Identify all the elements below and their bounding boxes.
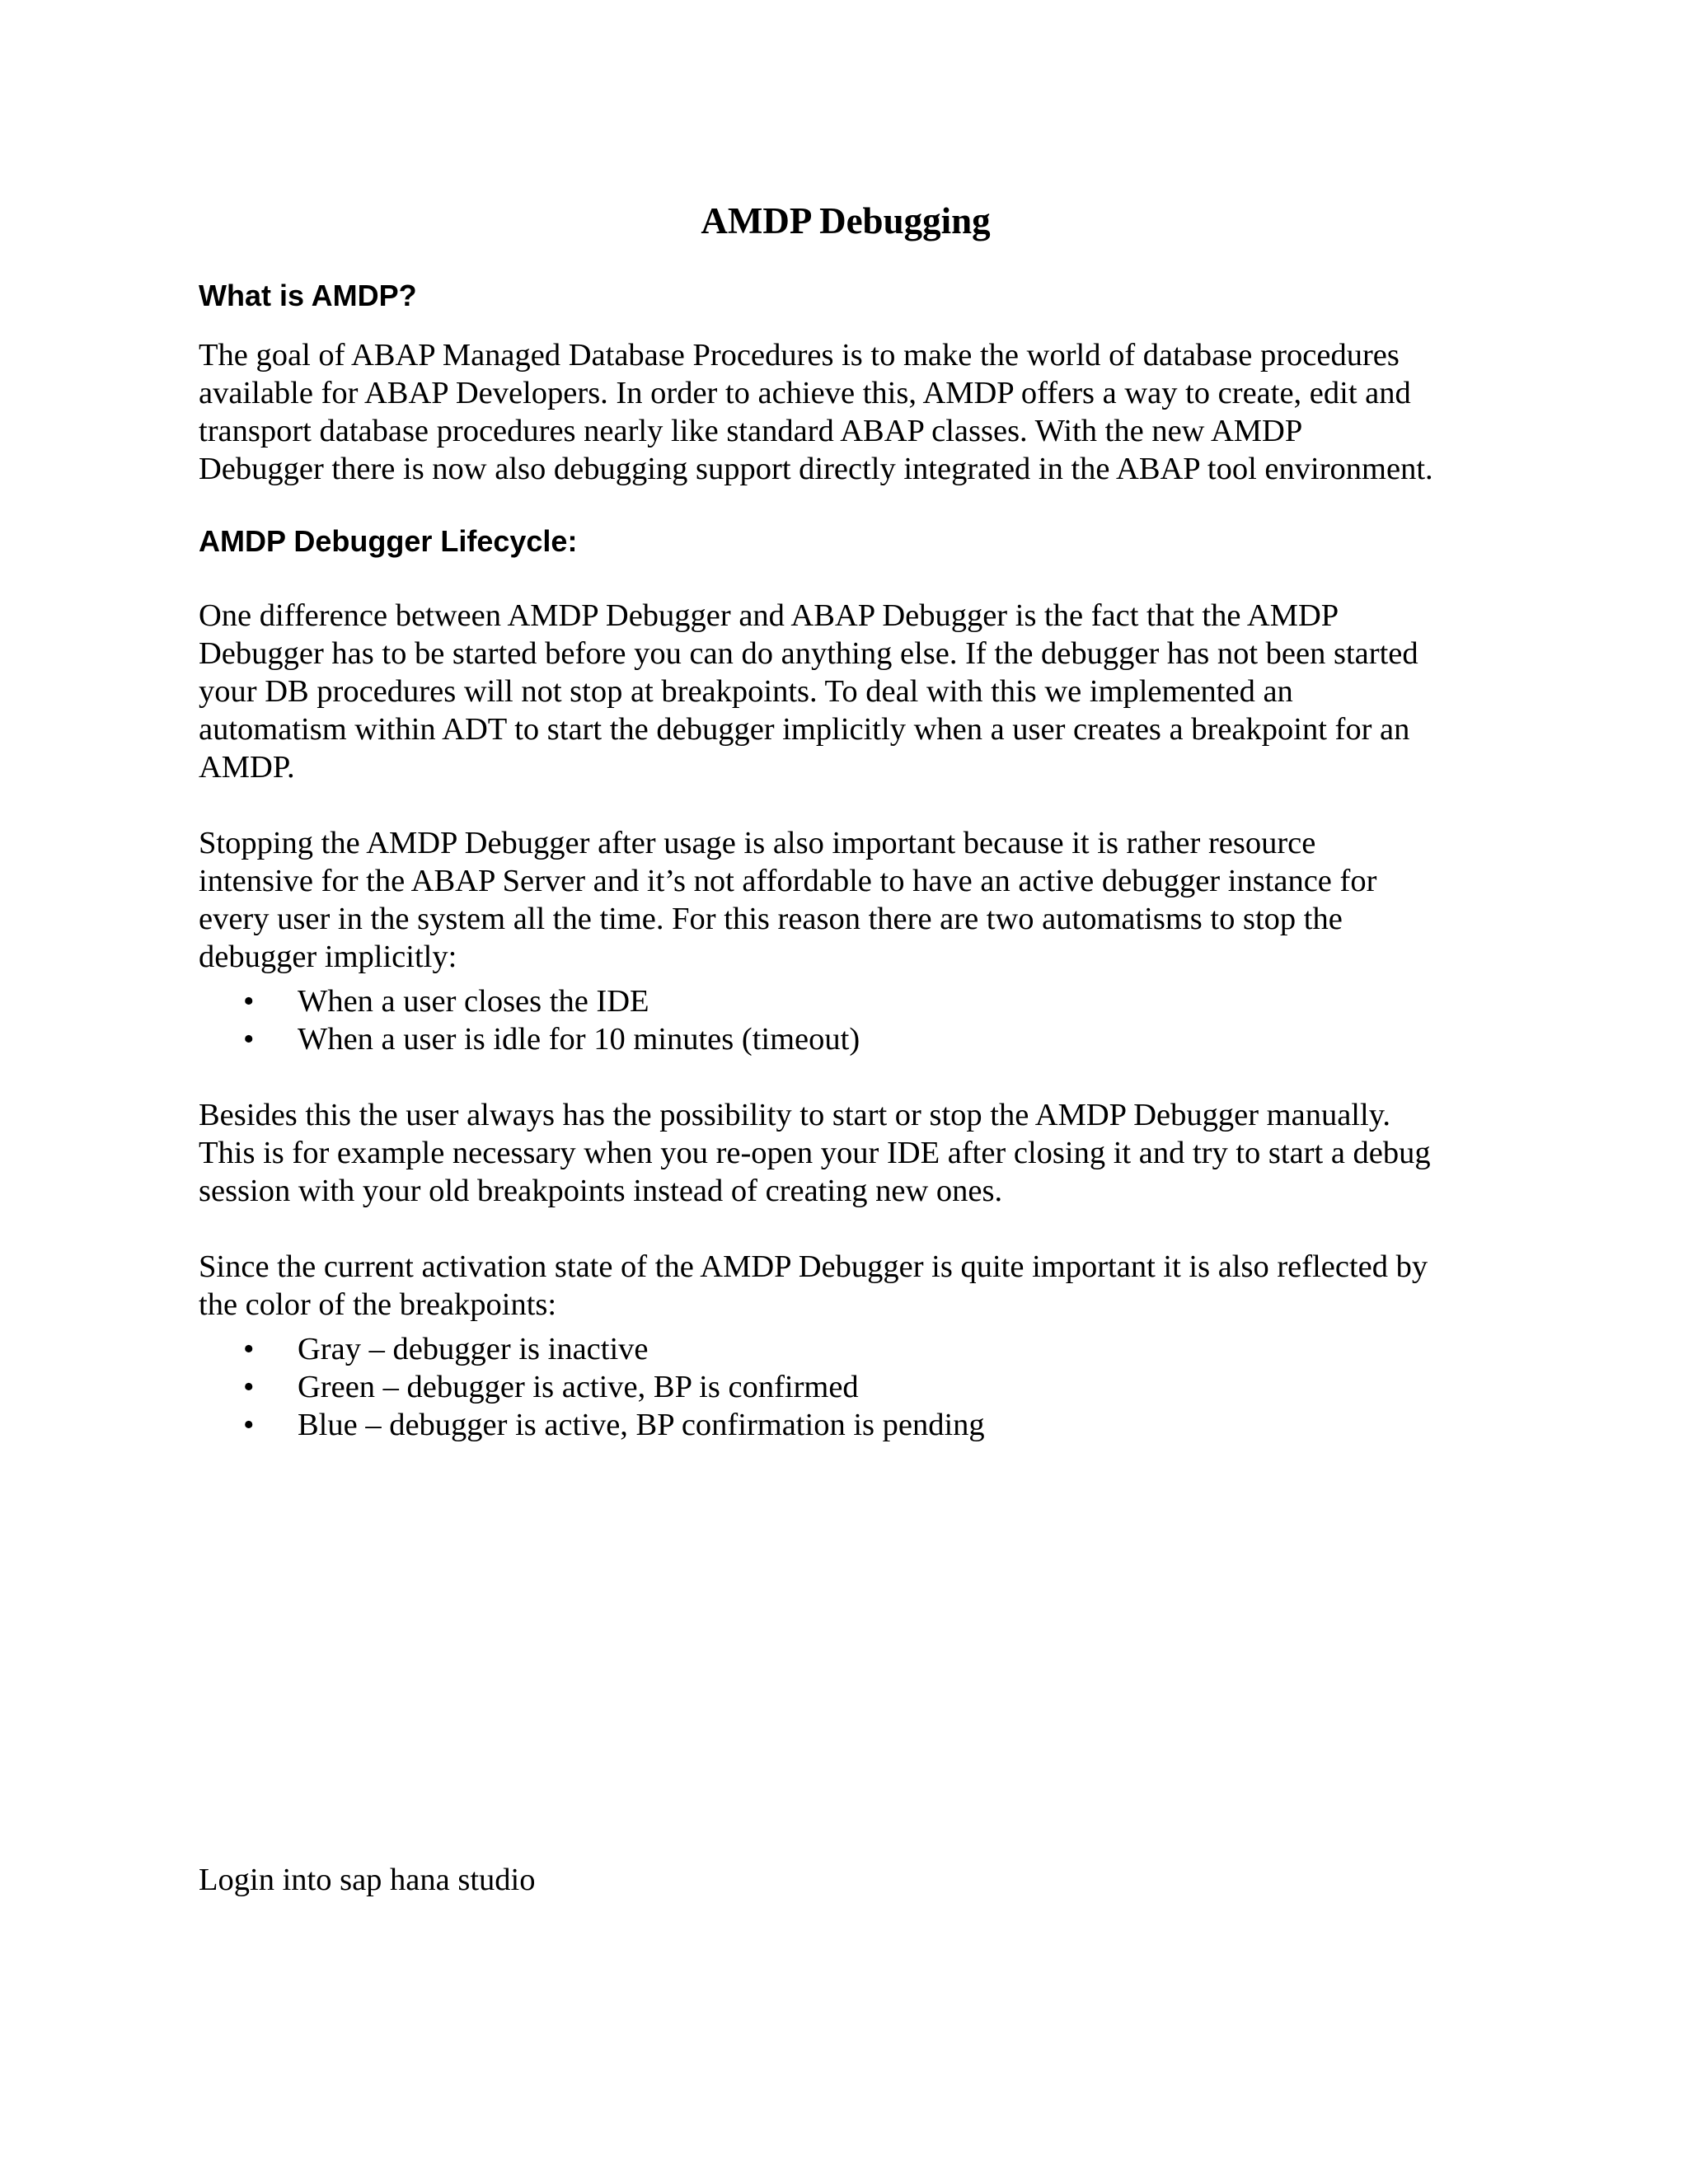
paragraph-line: session with your old breakpoints instead of creating new ones. <box>199 1174 1003 1208</box>
list-item <box>199 1330 1493 1368</box>
document-body <box>199 196 1493 1444</box>
paragraph-line: intensive for the ABAP Server and it’s not affordable to have an active debugger instance for <box>199 864 1377 898</box>
lifecycle-paragraph-4 <box>199 1248 1493 1324</box>
paragraph-line: One difference between AMDP Debugger and ABAP Debugger is the fact that the AMDP <box>199 598 1339 633</box>
section-heading-debugger-lifecycle: AMDP Debugger Lifecycle: <box>199 524 578 558</box>
list-spacer <box>199 1324 1493 1330</box>
list-item <box>199 982 1493 1020</box>
lifecycle-paragraph-1 <box>199 597 1493 786</box>
bullet-icon: • <box>243 1332 255 1366</box>
list-item-text: Green – debugger is active, BP is confirmed <box>298 1370 859 1404</box>
breakpoint-colors-list <box>199 1330 1493 1444</box>
list-item-text: When a user closes the IDE <box>298 984 649 1019</box>
paragraph-line: automatism within ADT to start the debugger implicitly when a user creates a breakpoint for an <box>199 712 1410 747</box>
list-spacer <box>199 976 1493 982</box>
paragraph-line: Stopping the AMDP Debugger after usage is also important because it is rather resource <box>199 826 1316 860</box>
lifecycle-paragraph-3 <box>199 1096 1493 1210</box>
paragraph-line: Since the current activation state of the AMDP Debugger is quite important it is also reflected by <box>199 1249 1428 1284</box>
list-item <box>199 1020 1493 1058</box>
document-title: AMDP Debugging <box>701 200 991 241</box>
paragraph-line: transport database procedures nearly like standard ABAP classes. With the new AMDP <box>199 414 1303 448</box>
paragraph-line: Debugger there is now also debugging support directly integrated in the ABAP tool environment. <box>199 452 1433 486</box>
intro-paragraph <box>199 336 1493 488</box>
paragraph-spacer <box>199 1058 1493 1096</box>
paragraph-spacer <box>199 786 1493 824</box>
paragraph-line: available for ABAP Developers. In order to achieve this, AMDP offers a way to create, edit and <box>199 376 1411 410</box>
stop-automatisms-list <box>199 982 1493 1058</box>
paragraph-line: The goal of ABAP Managed Database Procedures is to make the world of database procedures <box>199 338 1400 373</box>
bullet-icon: • <box>243 1408 255 1442</box>
bullet-icon: • <box>243 1022 255 1057</box>
paragraph-spacer <box>199 1210 1493 1248</box>
list-item <box>199 1368 1493 1406</box>
section-heading-what-is-amdp: What is AMDP? <box>199 279 417 312</box>
list-item-text: When a user is idle for 10 minutes (timeout) <box>298 1022 860 1057</box>
paragraph-line: AMDP. <box>199 750 295 785</box>
paragraph-line: This is for example necessary when you re-open your IDE after closing it and try to start a debug <box>199 1136 1431 1170</box>
lifecycle-paragraph-2 <box>199 824 1493 976</box>
bullet-icon: • <box>243 984 255 1019</box>
paragraph-line: your DB procedures will not stop at breakpoints. To deal with this we implemented an <box>199 674 1293 709</box>
list-item <box>199 1406 1493 1444</box>
paragraph-line: every user in the system all the time. For this reason there are two automatisms to stop the <box>199 902 1343 936</box>
bullet-icon: • <box>243 1370 255 1404</box>
footer-login-text: Login into sap hana studio <box>199 1863 536 1897</box>
list-item-text: Blue – debugger is active, BP confirmation is pending <box>298 1408 985 1442</box>
paragraph-line: Debugger has to be started before you can do anything else. If the debugger has not been started <box>199 636 1418 671</box>
paragraph-line: debugger implicitly: <box>199 940 457 974</box>
paragraph-line: the color of the breakpoints: <box>199 1287 557 1322</box>
paragraph-line: Besides this the user always has the possibility to start or stop the AMDP Debugger manually. <box>199 1098 1391 1132</box>
list-item-text: Gray – debugger is inactive <box>298 1332 649 1366</box>
